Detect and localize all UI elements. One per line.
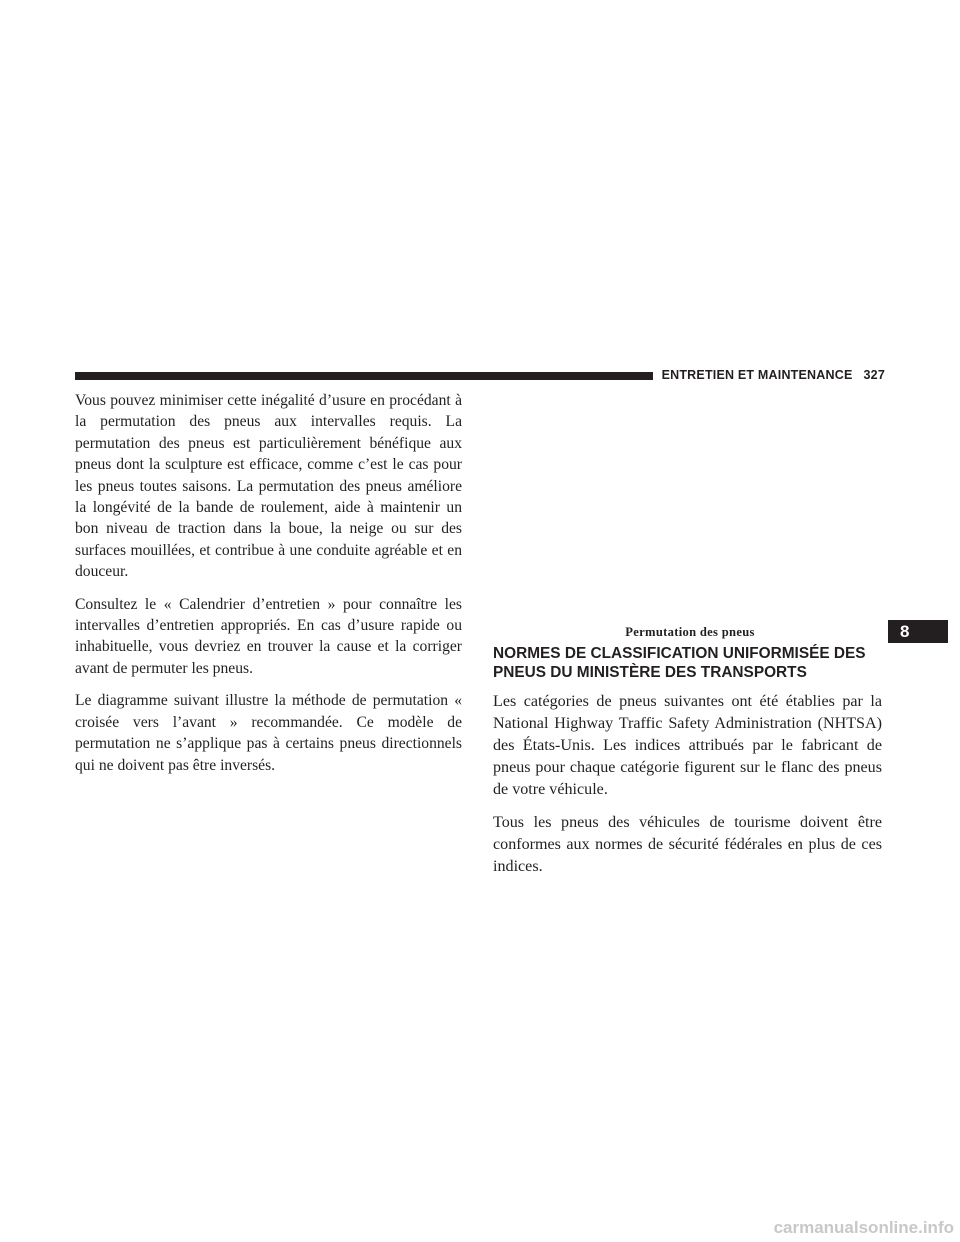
section-title: ENTRETIEN ET MAINTENANCE — [661, 368, 853, 382]
paragraph-uneven-wear: Vous pouvez minimiser cette inégalité d’usure en procédant à la permutation des pneus aux intervalles requis. La permutation des pneus est particulièrement bénéfique aux pneus dont la sculpture est efficace, comme c’est le cas pour les pneus toutes saisons. La permutation des pneus améliore la longévité de la bande de roulement, aide à maintenir un bon niveau de traction dans la boue, la neige ou sur des surfaces mouillées, et contribue à une conduite agréable et en douceur. — [75, 392, 462, 581]
chapter-tab: 8 — [888, 620, 948, 643]
section-heading: NORMES DE CLASSIFICATION UNIFORMISÉE DES PNEUS DU MINISTÈRE DES TRANSPORTS — [493, 645, 866, 681]
paragraph-maintenance-schedule: Consultez le « Calendrier d’entretien » pour connaître les intervalles d’entretien appropriés. En cas d’usure rapide ou inhabituelle, vous devriez en trouver la cause et la corriger avant de permuter les pneus. — [75, 595, 462, 677]
paragraph-safety-standards: Tous les pneus des véhicules de tourisme doivent être conformes aux normes de sécurité fédérales en plus de ces indices. — [493, 814, 882, 875]
paragraph-tire-categories: Les catégories de pneus suivantes ont été établies par la National Highway Traffic Safety Administration (NHTSA) des États-Unis. Les indices attribués par le fabricant de pneus pour chaque catégorie figurent sur le flanc des pneus de votre véhicule. — [493, 693, 882, 798]
running-head — [661, 368, 885, 382]
watermark: carmanualsonline.info — [773, 1218, 954, 1237]
header-rule — [75, 372, 653, 380]
paragraph-rotation-diagram: Le diagramme suivant illustre la méthode de permutation « croisée vers l’avant » recommandée. Ce modèle de permutation ne s’applique pas à certains pneus directionnels qui ne doivent pas être inversés. — [75, 692, 462, 774]
figure-caption: Permutation des pneus — [625, 625, 755, 639]
page-number: 327 — [863, 368, 885, 382]
right-column — [493, 644, 882, 889]
left-column — [75, 390, 462, 787]
